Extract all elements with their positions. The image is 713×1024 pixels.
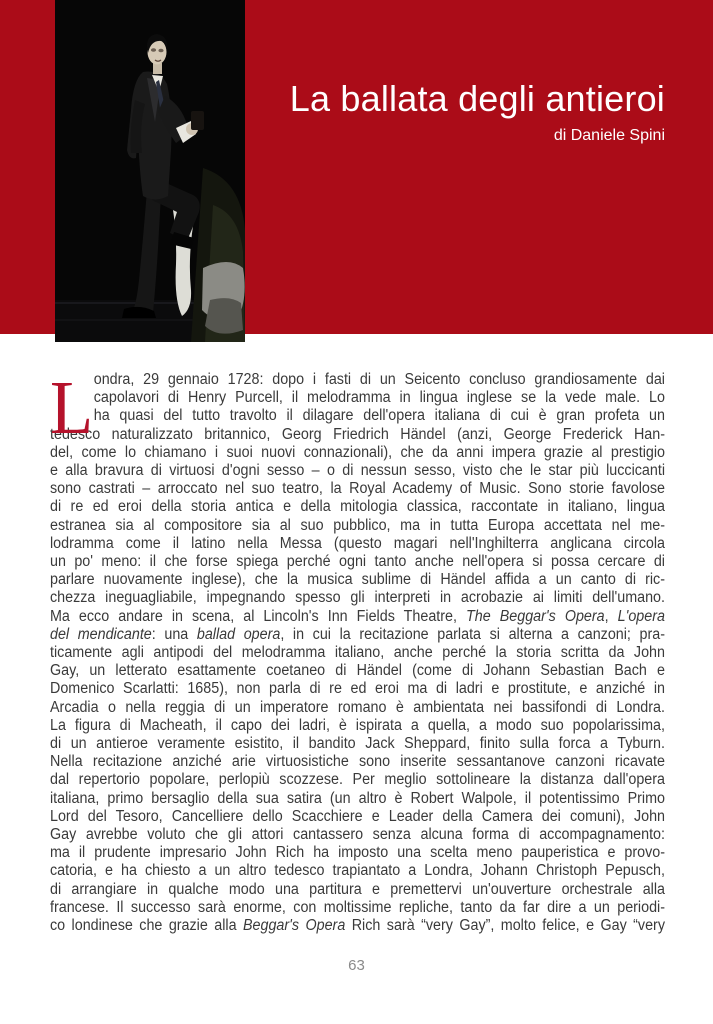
article-line: e alla bravura di virtuosi d'ogni sesso – o di nessun sesso, visto che le star più luccicanti	[50, 462, 665, 480]
article-line: co londinese che grazie alla Beggar's Opera Rich sarà “very Gay”, molto felice, e Gay “very	[50, 917, 665, 935]
article-title: La ballata degli antieroi	[289, 78, 665, 119]
header-text-block	[290, 80, 665, 145]
article-line: ticamente agli antipodi del melodramma italiano, anche perché la storia scritta da John	[50, 644, 665, 662]
article-line: La figura di Macheath, il capo dei ladri, è ispirata a quella, a modo suo popolarissima,	[50, 716, 665, 734]
article-line: Ma ecco andare in scena, al Lincoln's Inn Fields Theatre, The Beggar's Opera, L'opera	[50, 607, 665, 625]
article-line: tedesco naturalizzato britannico, Georg Friedrich Händel (anzi, George Frederick Han-	[50, 425, 665, 443]
article-line: parlare nuovamente inglese), che la musica sublime di Händel affida a un canto di ric-	[50, 571, 665, 589]
article-line: Gay, un letterato esattamente coetaneo di Händel (come di Johann Sebastian Bach e	[50, 662, 665, 680]
article-line: Nella recitazione anziché arie virtuosistiche sono inserite sessantanove canzoni ricavate	[50, 753, 665, 771]
article-line: ha quasi del tutto travolto il dilagare dell'opera italiana di cui è gran profeta un	[93, 407, 665, 425]
article-line: italiana, primo bersaglio della sua satira (un altro è Robert Walpole, il potentissimo Primo	[50, 789, 665, 807]
article-line: ma il prudente impresario John Rich ha imposto una scelta meno pauperistica e provo-	[50, 844, 665, 862]
article-line: Arcadia o nella reggia di un imperatore romano è ambientata nei bassifondi di Londra.	[50, 698, 665, 716]
article-line: del, come lo chiamano i suoi nuovi connazionali), che da anni impera grazie al prestigio	[50, 443, 665, 461]
article-body	[50, 366, 665, 935]
article-line: lodramma come il latino nella Messa (questo magari nell'Inghilterra anglicana circola	[50, 534, 665, 552]
article-line: Domenico Scarlatti: 1685), non parla di re ed eroi ma di ladri e prostitute, e anziché in	[50, 680, 665, 698]
article-line: di un antieroe veramente esistito, il bandito Jack Sheppard, finito sulla forca a Tyburn.	[50, 735, 665, 753]
article-line: capolavori di Henry Purcell, il melodramma in lingua inglese se la vede male. Lo	[93, 389, 665, 407]
article-line: di re ed eroi della storia antica e della mitologia classica, raccontate in italiano, lingua	[50, 498, 665, 516]
article-line: Gay avrebbe voluto che gli attori cantassero senza alcuna forma di accompagnamento:	[50, 826, 665, 844]
article-line: di arrangiare in qualche modo una partitura e premettervi un'ouverture orchestrale alla	[50, 880, 665, 898]
neck	[153, 63, 162, 74]
article-line: ondra, 29 gennaio 1728: dopo i fasti di un Seicento concluso grandiosamente dai	[93, 371, 665, 388]
article-line: sono castrati – arroccato nel suo teatro, la Royal Academy of Music. Sono storie favolose	[50, 480, 665, 498]
article-line: estranea sia al compositore sia al suo pubblico, ma in tutta Europa accettata nel me-	[50, 516, 665, 534]
article-line: francese. Il successo sarà enorme, con moltissime repliche, tanto da far dire a un periodi-	[50, 898, 665, 916]
article-line: dal repertorio popolare, perlopiù scozzese. Per meglio sottolineare la distanza dall'opera	[50, 771, 665, 789]
drop-cap: L	[50, 366, 94, 450]
article-lines	[50, 366, 665, 935]
article-line: Lord del Tesoro, Cancelliere dello Scacchiere e Leader della Camera dei comuni), John	[50, 807, 665, 825]
page-number: 63	[348, 957, 365, 974]
article-byline: di Daniele Spini	[553, 127, 665, 144]
dark-glass	[191, 111, 204, 130]
article-line: un po' meno: il che forse spiega perché ogni tanto anche nell'opera si possa cercare di	[50, 553, 665, 571]
article-line: catoria, e ha chiesto a un altro tedesco trapiantato a Londra, Johann Christoph Pepusch,	[50, 862, 665, 880]
article-line: del mendicante: una ballad opera, in cui la recitazione parlata si alterna a canzoni; pra-	[50, 625, 665, 643]
performer-photo	[55, 0, 245, 342]
article-line: chezza ineguagliabile, impegnando spesso gli interpreti in acrobazie ai limiti dell'umano.	[50, 589, 665, 607]
